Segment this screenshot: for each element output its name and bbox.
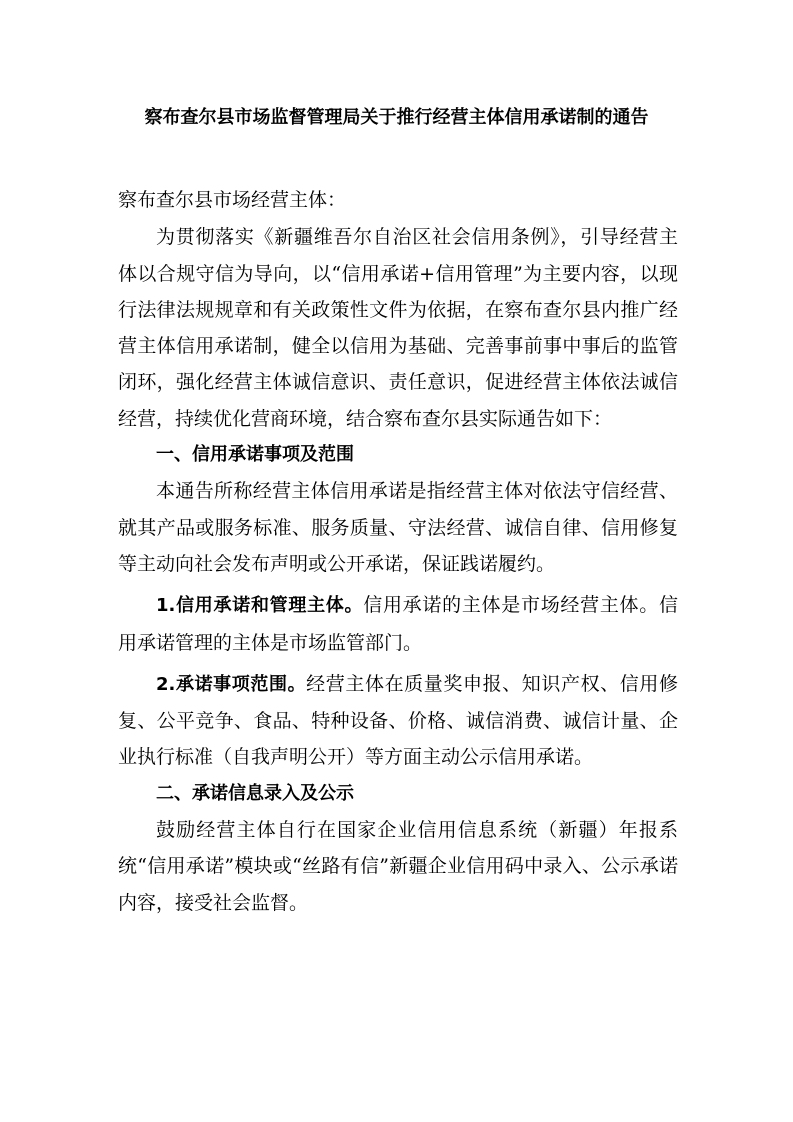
section-1-paragraph: 本通告所称经营主体信用承诺是指经营主体对依法守信经营、就其产品或服务标准、服务质量、守法经营、诚信自律、信用修复等主动向社会发布声明或公开承诺，保证践诺履约。 bbox=[118, 480, 678, 575]
item-2-lead: 2.承诺事项范围。 bbox=[156, 673, 307, 695]
section-1-heading: 一、信用承诺事项及范围 bbox=[156, 444, 354, 466]
section-2-heading: 二、承诺信息录入及公示 bbox=[156, 782, 354, 804]
item-2-text: 经营主体在质量奖申报、知识产权、信用修复、公平竞争、食品、特种设备、价格、诚信消费、诚信计量、企业执行标准（自我声明公开）等方面主动公示信用承诺。 bbox=[118, 672, 678, 769]
item-1-text: 信用承诺的主体是市场经营主体。信用承诺管理的主体是市场监管部门。 bbox=[118, 594, 678, 654]
document-body bbox=[118, 182, 678, 921]
intro-paragraph: 为贯彻落实《新疆维吾尔自治区社会信用条例》，引导经营主体以合规守信为导向，以“信用承诺+信用管理”为主要内容，以现行法律法规规章和有关政策性文件为依据，在察布查尔县内推广经营主体信用承诺制，健全以信用为基础、完善事前事中事后的监管闭环，强化经营主体诚信意识、责任意识，促进经营主体依法诚信经营，持续优化营商环境，结合察布查尔县实际通告如下： bbox=[118, 226, 678, 430]
salutation: 察布查尔县市场经营主体： bbox=[118, 189, 347, 211]
document-title: 察布查尔县市场监督管理局关于推行经营主体信用承诺制的通告 bbox=[144, 107, 649, 128]
section-2-paragraph: 鼓励经营主体自行在国家企业信用信息系统（新疆）年报系统“信用承诺”模块或“丝路有信”新疆企业信用码中录入、公示承诺内容，接受社会监督。 bbox=[118, 819, 678, 914]
section-1-item-2 bbox=[118, 666, 678, 776]
item-1-lead: 1.信用承诺和管理主体。 bbox=[156, 595, 364, 617]
section-1-item-1 bbox=[118, 587, 678, 661]
